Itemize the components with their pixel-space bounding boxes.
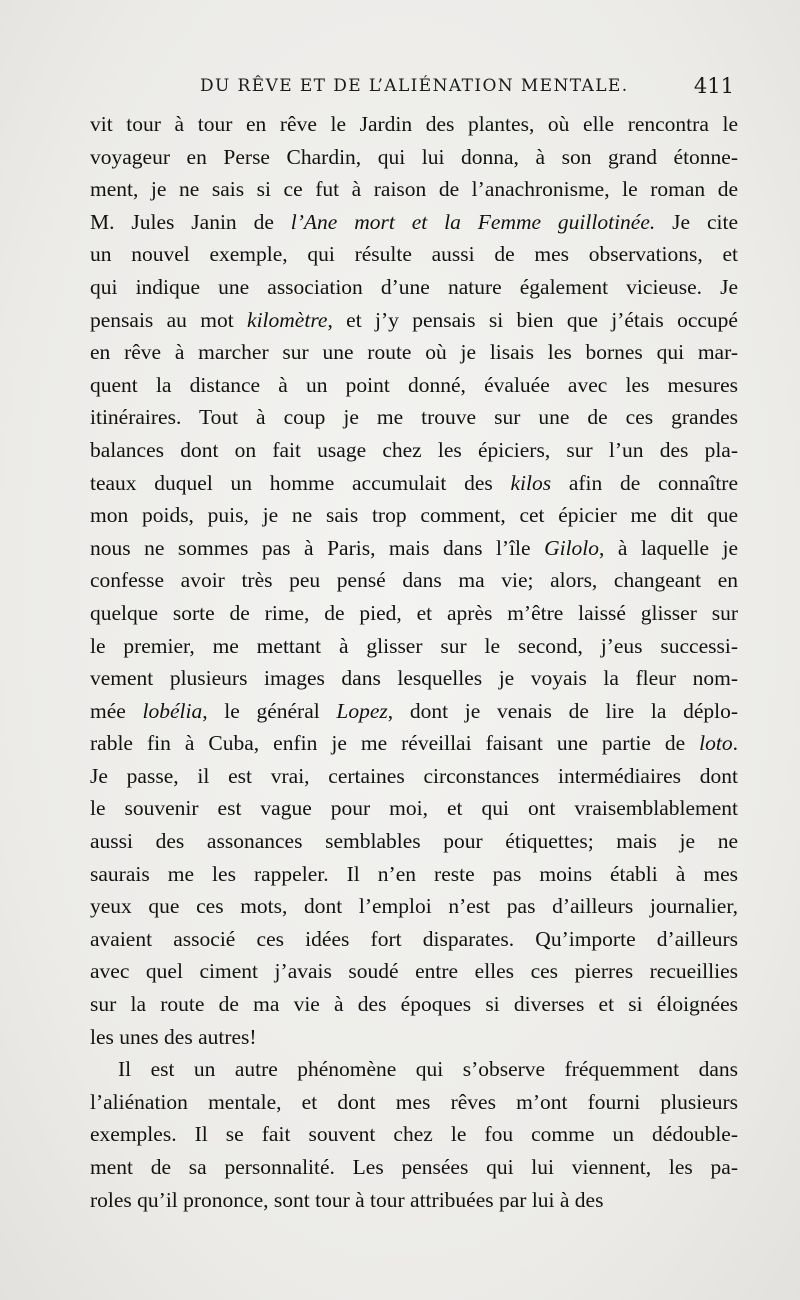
text-segment: avaient associé ces idées fort disparates. Qu’importe d’ailleurs bbox=[90, 926, 738, 951]
text-line bbox=[90, 630, 738, 663]
text-line bbox=[90, 336, 738, 369]
text-line bbox=[90, 1118, 738, 1151]
text-segment: sur la route de ma vie à des époques si diverses et si éloignées bbox=[90, 992, 738, 1017]
text-line bbox=[90, 825, 738, 858]
text-segment: aussi des assonances semblables pour étiquettes; mais je ne bbox=[90, 829, 738, 854]
text-line bbox=[90, 434, 738, 467]
text-segment: vit tour à tour en rêve le Jardin des plantes, où elle rencontra le bbox=[90, 112, 738, 136]
text-segment: saurais me les rappeler. Il n’en reste pas moins établi à mes bbox=[90, 861, 738, 886]
italic-segment: lobélia bbox=[142, 698, 203, 723]
running-title: DU RÊVE ET DE L’ALIÉNATION MENTALE. bbox=[200, 76, 629, 96]
text-line bbox=[90, 467, 738, 500]
text-line bbox=[90, 564, 738, 597]
text-segment: yeux que ces mots, dont l’emploi n’est pas d’ailleurs journalier, bbox=[90, 894, 738, 919]
text-segment: l’aliénation mentale, et dont mes rêves m’ont fourni plusieurs bbox=[90, 1089, 738, 1114]
text-line bbox=[90, 597, 738, 630]
text-segment: pensais au mot bbox=[90, 307, 248, 332]
running-head bbox=[90, 72, 740, 102]
page-number: 411 bbox=[693, 74, 734, 98]
text-segment: Je cite bbox=[655, 209, 738, 234]
text-line bbox=[90, 271, 738, 304]
text-segment: roles qu’il prononce, sont tour à tour attribuées par lui à des bbox=[90, 1187, 604, 1212]
text-segment: . bbox=[732, 731, 738, 756]
text-segment: confesse avoir très peu pensé dans ma vie; alors, changeant en bbox=[90, 568, 738, 593]
text-line bbox=[90, 173, 738, 206]
text-line bbox=[90, 1053, 738, 1086]
text-line bbox=[90, 238, 738, 271]
text-line bbox=[90, 1021, 738, 1054]
text-segment: balances dont on fait usage chez les épiciers, sur l’un des pla- bbox=[90, 437, 738, 462]
text-segment: mon poids, puis, je ne sais trop comment, cet épicier me dit que bbox=[90, 503, 738, 528]
text-line bbox=[90, 760, 738, 793]
text-segment: , le général bbox=[202, 698, 337, 723]
italic-segment: kilos bbox=[510, 470, 552, 495]
text-line bbox=[90, 532, 738, 565]
text-line bbox=[90, 141, 738, 174]
italic-segment: Lopez bbox=[336, 698, 388, 723]
text-line bbox=[90, 955, 738, 988]
text-segment: exemples. Il se fait souvent chez le fou comme un dédouble- bbox=[90, 1122, 738, 1147]
text-segment: , à laquelle je bbox=[599, 535, 738, 560]
text-line bbox=[90, 369, 738, 402]
text-segment: rable fin à Cuba, enfin je me réveillai faisant une partie de bbox=[90, 731, 700, 756]
text-segment: teaux duquel un homme accumulait des bbox=[90, 470, 511, 495]
text-line bbox=[90, 1184, 738, 1217]
text-line bbox=[90, 1151, 738, 1184]
text-line bbox=[90, 499, 738, 532]
text-line bbox=[90, 662, 738, 695]
text-line bbox=[90, 890, 738, 923]
italic-segment: l’Ane mort et la Femme guillotinée. bbox=[290, 209, 656, 234]
text-segment: le souvenir est vague pour moi, et qui ont vraisemblablement bbox=[90, 796, 738, 821]
text-segment: vement plusieurs images dans lesquelles je voyais la fleur nom- bbox=[90, 666, 738, 691]
text-segment: quent la distance à un point donné, évaluée avec les mesures bbox=[90, 372, 738, 397]
text-segment: itinéraires. Tout à coup je me trouve sur une de ces grandes bbox=[90, 405, 738, 430]
text-line bbox=[90, 1086, 738, 1119]
text-segment: ment de sa personnalité. Les pensées qui lui viennent, les pa- bbox=[90, 1155, 738, 1179]
text-segment: nous ne sommes pas à Paris, mais dans l’île bbox=[90, 535, 545, 560]
text-segment: ment, je ne sais si ce fut à raison de l’anachronisme, le roman de bbox=[90, 177, 738, 202]
text-segment: , et j’y pensais si bien que j’étais occupé bbox=[327, 307, 738, 332]
italic-segment: kilomètre bbox=[247, 307, 328, 332]
body-text bbox=[90, 108, 738, 1216]
text-line bbox=[90, 304, 738, 337]
text-segment: voyageur en Perse Chardin, qui lui donna, à son grand étonne- bbox=[90, 144, 738, 169]
text-segment: Il est un autre phénomène qui s’observe fréquemment dans bbox=[118, 1057, 738, 1082]
italic-segment: loto bbox=[699, 731, 733, 756]
text-line bbox=[90, 792, 738, 825]
text-segment: M. Jules Janin de bbox=[90, 209, 291, 234]
text-line bbox=[90, 988, 738, 1021]
text-segment: les unes des autres! bbox=[90, 1024, 257, 1049]
text-line bbox=[90, 401, 738, 434]
text-line bbox=[90, 858, 738, 891]
text-segment: Je passe, il est vrai, certaines circonstances intermédiaires dont bbox=[90, 763, 738, 788]
text-segment: , dont je venais de lire la déplo- bbox=[387, 698, 738, 723]
text-line bbox=[90, 923, 738, 956]
text-segment: afin de connaître bbox=[551, 470, 738, 495]
italic-segment: Gilolo bbox=[544, 535, 600, 560]
text-line bbox=[90, 727, 738, 760]
text-segment: avec quel ciment j’avais soudé entre elles ces pierres recueillies bbox=[90, 959, 738, 984]
text-segment: quelque sorte de rime, de pied, et après m’être laissé glisser sur bbox=[90, 600, 738, 625]
text-line bbox=[90, 206, 738, 239]
text-segment: un nouvel exemple, qui résulte aussi de mes observations, et bbox=[90, 242, 738, 267]
text-segment: mée bbox=[90, 698, 143, 723]
text-line bbox=[90, 108, 738, 141]
text-segment: en rêve à marcher sur une route où je lisais les bornes qui mar- bbox=[90, 340, 738, 365]
text-line bbox=[90, 695, 738, 728]
text-segment: le premier, me mettant à glisser sur le second, j’eus successi- bbox=[90, 633, 738, 658]
text-segment: qui indique une association d’une nature également vicieuse. Je bbox=[90, 274, 738, 299]
